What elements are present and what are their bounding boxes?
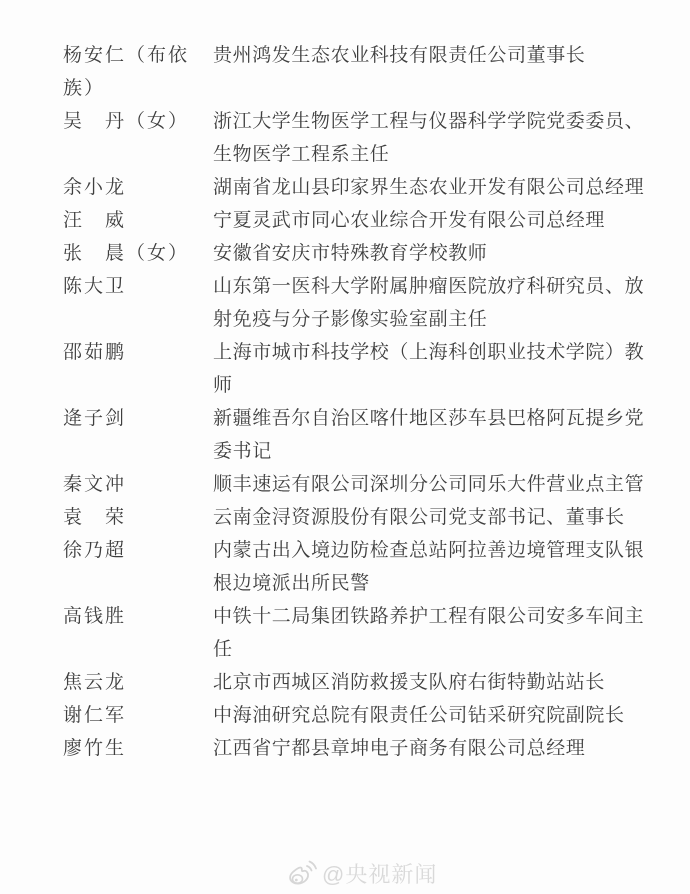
recipient-name: 秦文冲 <box>63 474 127 495</box>
recipient-name: 袁 荣 <box>63 507 127 528</box>
recipient-name: 邵茹鹏 <box>63 342 127 363</box>
recipient-name: 杨安仁（布依族） <box>63 45 190 99</box>
award-recipient-list <box>63 39 663 765</box>
recipient-name: 余小龙 <box>63 177 127 198</box>
award-list-row <box>63 204 663 237</box>
award-list-row <box>63 402 663 468</box>
recipient-title: 浙江大学生物医学工程与仪器科学学院党委委员、生物医学工程系主任 <box>213 111 645 165</box>
award-list-row <box>63 534 663 600</box>
award-list-row <box>63 600 663 666</box>
recipient-title: 宁夏灵武市同心农业综合开发有限公司总经理 <box>213 210 606 231</box>
recipient-title: 江西省宁都县章坤电子商务有限公司总经理 <box>213 738 586 759</box>
recipient-title: 云南金浔资源股份有限公司党支部书记、董事长 <box>213 507 625 528</box>
recipient-title: 中海油研究总院有限责任公司钻采研究院副院长 <box>213 705 625 726</box>
recipient-name: 徐乃超 <box>63 540 127 561</box>
recipient-name: 逄子剑 <box>63 408 127 429</box>
watermark <box>285 858 437 889</box>
award-list-row <box>63 666 663 699</box>
award-list-row <box>63 501 663 534</box>
recipient-title: 新疆维吾尔自治区喀什地区莎车县巴格阿瓦提乡党委书记 <box>213 408 645 462</box>
recipient-title: 山东第一医科大学附属肿瘤医院放疗科研究员、放射免疫与分子影像实验室副主任 <box>213 276 645 330</box>
recipient-name: 廖竹生 <box>63 738 127 759</box>
recipient-name: 吴 丹（女） <box>63 111 190 132</box>
recipient-name: 张 晨（女） <box>63 243 190 264</box>
recipient-title: 安徽省安庆市特殊教育学校教师 <box>213 243 488 264</box>
recipient-title: 北京市西城区消防救援支队府右街特勤站站长 <box>213 672 606 693</box>
award-list-row <box>63 39 663 105</box>
recipient-title: 上海市城市科技学校（上海科创职业技术学院）教师 <box>213 342 645 396</box>
recipient-title: 湖南省龙山县印家界生态农业开发有限公司总经理 <box>213 177 645 198</box>
award-list-row <box>63 171 663 204</box>
award-list-row <box>63 732 663 765</box>
recipient-name: 汪 威 <box>63 210 127 231</box>
recipient-title: 贵州鸿发生态农业科技有限责任公司董事长 <box>213 45 586 66</box>
recipient-title: 中铁十二局集团铁路养护工程有限公司安多车间主任 <box>213 606 645 660</box>
weibo-icon <box>285 859 318 889</box>
recipient-name: 陈大卫 <box>63 276 127 297</box>
award-list-row <box>63 468 663 501</box>
recipient-title: 内蒙古出入境边防检查总站阿拉善边境管理支队银根边境派出所民警 <box>213 540 645 594</box>
recipient-name: 高钱胜 <box>63 606 127 627</box>
recipient-name: 谢仁军 <box>63 705 127 726</box>
recipient-name: 焦云龙 <box>63 672 127 693</box>
recipient-title: 顺丰速运有限公司深圳分公司同乐大件营业点主管 <box>213 474 645 495</box>
award-list-row <box>63 105 663 171</box>
watermark-text: @央视新闻 <box>322 862 438 887</box>
award-list-row <box>63 237 663 270</box>
award-list-row <box>63 270 663 336</box>
award-list-row <box>63 699 663 732</box>
award-list-row <box>63 336 663 402</box>
